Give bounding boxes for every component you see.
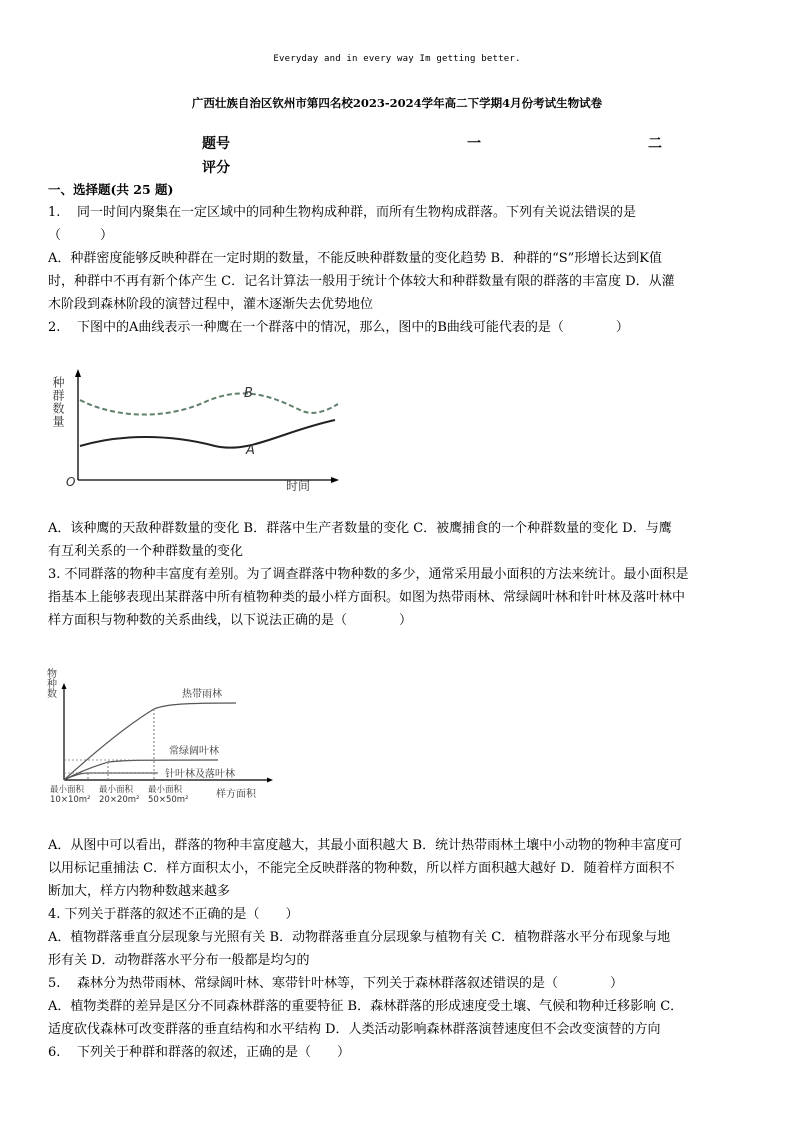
- question-text: 下图中的A曲线表示一种鹰在一个群落中的情况，那么，图中的B曲线可能代表的是（ ）: [76, 320, 629, 335]
- curve-B: [80, 393, 338, 414]
- y-axis-arrow: [62, 683, 67, 689]
- option-line: A．从图中可以看出，群落的物种丰富度越大，其最小面积越大 B．统计热带雨林土壤中小动物的物种丰富度可: [48, 838, 683, 853]
- x-axis-label: 时间: [286, 479, 311, 493]
- question-block-3: [48, 834, 748, 1064]
- option-line: 木阶段到森林阶段的演替过程中，灌木逐渐失去优势地位: [48, 297, 374, 312]
- question-6-stem: [48, 1041, 748, 1064]
- x-marker-value: 20×20m²: [99, 795, 140, 805]
- score-col-1: 一: [467, 136, 481, 152]
- question-text: 同一时间内聚集在一定区域中的同种生物构成种群，而所有生物构成群落。下列有关说法错误的是: [76, 205, 636, 220]
- score-col-2: 二: [648, 136, 662, 152]
- question-number: 6.: [48, 1045, 61, 1060]
- y-axis-label: 物种数: [44, 668, 56, 698]
- question-number: 1.: [48, 205, 61, 220]
- series-label-conifer: 针叶林及落叶林: [165, 769, 235, 780]
- question-block-1: [48, 178, 748, 339]
- question-number: 5.: [48, 976, 61, 991]
- y-axis-arrow: [75, 369, 81, 377]
- question-2-stem: [48, 316, 748, 339]
- x-axis-arrow: [267, 778, 273, 783]
- x-marker-label: 最小面积: [50, 785, 85, 795]
- x-marker-label: 最小面积: [99, 785, 134, 795]
- x-axis-arrow: [331, 477, 339, 483]
- option-line: A．植物类群的差异是区分不同森林群落的重要特征 B．森林群落的形成速度受土壤、气候和物种迁移影响 C．: [48, 999, 684, 1014]
- score-row-label: 评分: [202, 160, 230, 176]
- x-axis-label: 样方面积: [216, 789, 256, 800]
- question-3-stem: 样方面积与物种数的关系曲线，以下说法正确的是（ ）: [48, 613, 413, 628]
- question-text: 森林分为热带雨林、常绿阔叶林、寒带针叶林等，下列关于森林群落叙述错误的是（ ）: [76, 976, 623, 991]
- section-heading: 一、选择题(共 25 题): [48, 182, 174, 197]
- question-text: 下列关于种群和群落的叙述，正确的是（ ）: [76, 1045, 350, 1060]
- page-motto: Everyday and in every way Im getting better.: [273, 54, 521, 64]
- x-marker-value: 10×10m²: [50, 795, 91, 805]
- series-label-evergreen: 常绿阔叶林: [169, 746, 219, 757]
- question-number: 2.: [48, 320, 61, 335]
- option-line: 以用标记重捕法 C．样方面积太小，不能完全反映群落的物种数，所以样方面积越大越好 D．随着样方面积不: [48, 861, 675, 876]
- option-line: A．植物群落垂直分层现象与光照有关 B．动物群落垂直分层现象与植物有关 C．植物群落水平分布现象与地: [48, 930, 671, 945]
- question-3-stem: 3. 不同群落的物种丰富度有差别。为了调查群落中物种数的多少，通常采用最小面积的方法来统计。最小面积是: [48, 567, 689, 582]
- origin-label: O: [66, 475, 76, 489]
- option-line: 形有关 D．动物群落水平分布一般都是均匀的: [48, 953, 310, 968]
- answer-paren: （ ）: [48, 228, 114, 243]
- x-marker-value: 50×50m²: [148, 795, 189, 805]
- exam-title: 广西壮族自治区钦州市第四名校2023-2024学年高二下学期4月份考试生物试卷: [191, 96, 603, 110]
- y-axis-label: 种群数量: [51, 376, 65, 428]
- series-label-B: B: [244, 386, 253, 401]
- option-line: 时，种群中不再有新个体产生 C．记名计算法一般用于统计个体较大和种群数量有限的群落的丰富度 D．从灌: [48, 274, 675, 289]
- species-area-figure: [46, 656, 276, 806]
- option-line: 适度砍伐森林可改变群落的垂直结构和水平结构 D．人类活动影响森林群落演替速度但不会改变演替的方向: [48, 1022, 661, 1037]
- option-line: A．该种鹰的天敌种群数量的变化 B．群落中生产者数量的变化 C．被鹰捕食的一个种群数量的变化 D．与鹰: [48, 521, 672, 536]
- question-block-2: [48, 517, 748, 632]
- curve-A: [80, 420, 335, 448]
- series-label-tropical: 热带雨林: [182, 689, 222, 700]
- series-label-A: A: [246, 443, 255, 458]
- option-line: A．种群密度能够反映种群在一定时期的数量，不能反映种群数量的变化趋势 B．种群的“S”形增长达到K值: [48, 251, 662, 266]
- question-3-stem: 指基本上能够表现出某群落中所有植物种类的最小样方面积。如图为热带雨林、常绿阔叶林和针叶林及落叶林中: [48, 590, 686, 605]
- question-4-stem: 4. 下列关于群落的叙述不正确的是（ ）: [48, 907, 299, 922]
- population-curve-figure: [50, 368, 340, 493]
- question-1-stem: [48, 201, 748, 224]
- option-line: 有互利关系的一个种群数量的变化: [48, 544, 244, 559]
- option-line: 断加大，样方内物种数越来越多: [48, 884, 231, 899]
- x-marker-label: 最小面积: [148, 785, 183, 795]
- curve-conifer-deciduous: [64, 773, 158, 780]
- score-col-label: 题号: [202, 136, 230, 152]
- question-5-stem: [48, 972, 748, 995]
